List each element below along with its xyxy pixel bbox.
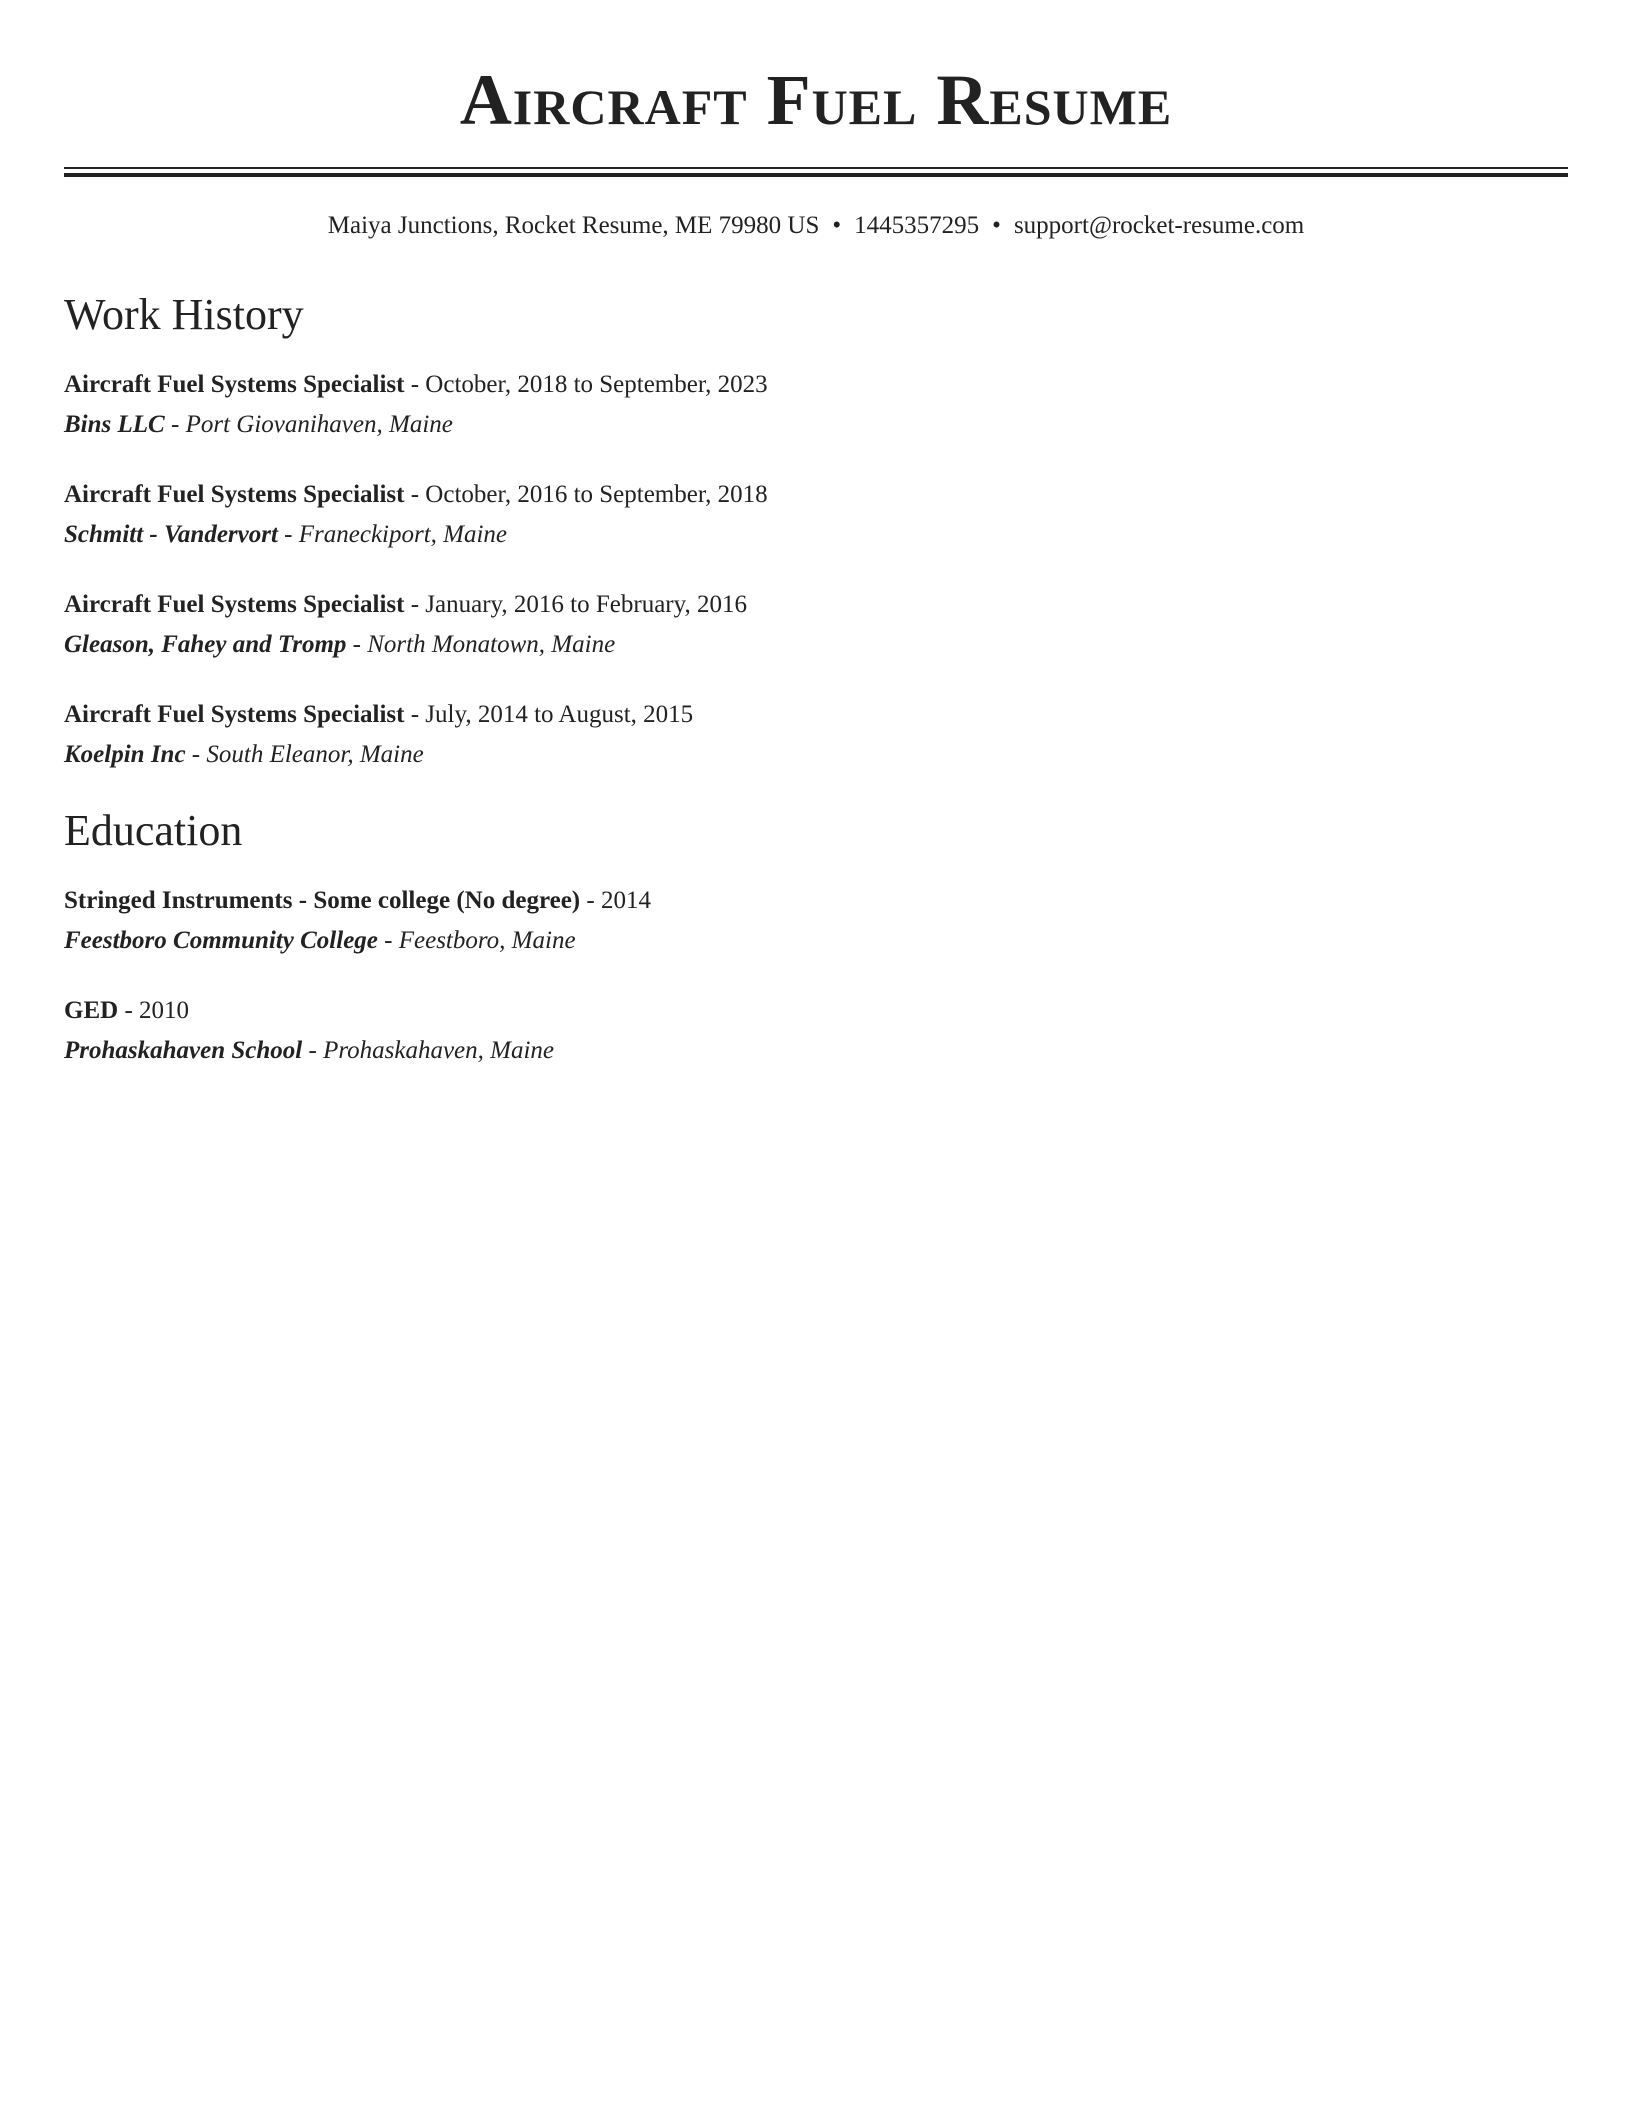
work-company: Bins LLC	[64, 411, 165, 438]
work-dates: October, 2016 to September, 2018	[425, 481, 768, 508]
contact-separator: •	[832, 212, 842, 239]
work-entry	[64, 585, 1568, 665]
work-dates: October, 2018 to September, 2023	[425, 371, 768, 398]
work-entry-org-line: Koelpin Inc - South Eleanor, Maine	[64, 741, 424, 768]
work-entry	[64, 475, 1568, 555]
work-location: North Monatown, Maine	[367, 631, 616, 658]
work-history-heading: Work History	[64, 290, 304, 339]
work-entry	[64, 365, 1568, 445]
education-entry	[64, 991, 1568, 1071]
resume-title: Aircraft Fuel Resume	[459, 60, 1173, 140]
title-divider	[64, 167, 1568, 177]
work-company: Gleason, Fahey and Tromp	[64, 631, 347, 658]
education-location: Feestboro, Maine	[398, 927, 576, 954]
education-year: 2014	[600, 887, 651, 914]
education-entry-title-line: GED - 2010	[64, 997, 190, 1024]
work-entry-org-line: Gleason, Fahey and Tromp - North Monatown, Maine	[64, 631, 616, 658]
contact-separator: •	[992, 212, 1001, 239]
work-location: Port Giovanihaven, Maine	[185, 411, 453, 438]
work-dates: July, 2014 to August, 2015	[425, 701, 694, 728]
work-role: Aircraft Fuel Systems Specialist	[64, 591, 405, 618]
work-entry-org-line: Bins LLC - Port Giovanihaven, Maine	[64, 411, 453, 438]
work-entry-org-line: Schmitt - Vandervort - Franeckiport, Maine	[64, 521, 508, 548]
education-entry-school-line: Prohaskahaven School - Prohaskahaven, Maine	[64, 1037, 555, 1064]
work-entry-title-line: Aircraft Fuel Systems Specialist - January, 2016 to February, 2016	[64, 591, 747, 618]
education-heading: Education	[64, 806, 243, 855]
contact-email: support@rocket-resume.com	[1013, 212, 1305, 239]
work-entry-title-line: Aircraft Fuel Systems Specialist - October, 2016 to September, 2018	[64, 481, 768, 508]
education-entry-school-line: Feestboro Community College - Feestboro, Maine	[64, 927, 576, 954]
work-role: Aircraft Fuel Systems Specialist	[64, 371, 405, 398]
education-location: Prohaskahaven, Maine	[323, 1037, 555, 1064]
contact-phone: 1445357295	[854, 212, 980, 239]
education-degree: Stringed Instruments - Some college (No degree)	[64, 887, 581, 914]
education-entry-title-line: Stringed Instruments - Some college (No degree) - 2014	[64, 887, 651, 914]
work-entry-title-line: Aircraft Fuel Systems Specialist - October, 2018 to September, 2023	[64, 371, 768, 398]
work-role: Aircraft Fuel Systems Specialist	[64, 701, 405, 728]
education-year: 2010	[139, 997, 190, 1024]
education-degree: GED	[64, 997, 119, 1024]
education-entry	[64, 881, 1568, 961]
education-school: Feestboro Community College	[64, 927, 378, 954]
work-company: Schmitt - Vandervort	[64, 521, 278, 548]
work-entry-title-line: Aircraft Fuel Systems Specialist - July, 2014 to August, 2015	[64, 701, 694, 728]
work-dates: January, 2016 to February, 2016	[425, 591, 747, 618]
work-location: Franeckiport, Maine	[298, 521, 508, 548]
contact-line	[64, 211, 1568, 241]
work-entry	[64, 695, 1568, 775]
contact-address: Maiya Junctions, Rocket Resume, ME 79980 US	[327, 212, 820, 239]
work-role: Aircraft Fuel Systems Specialist	[64, 481, 405, 508]
work-location: South Eleanor, Maine	[206, 741, 424, 768]
education-school: Prohaskahaven School	[64, 1037, 303, 1064]
resume-page	[64, 0, 1568, 1071]
work-company: Koelpin Inc	[64, 741, 186, 768]
